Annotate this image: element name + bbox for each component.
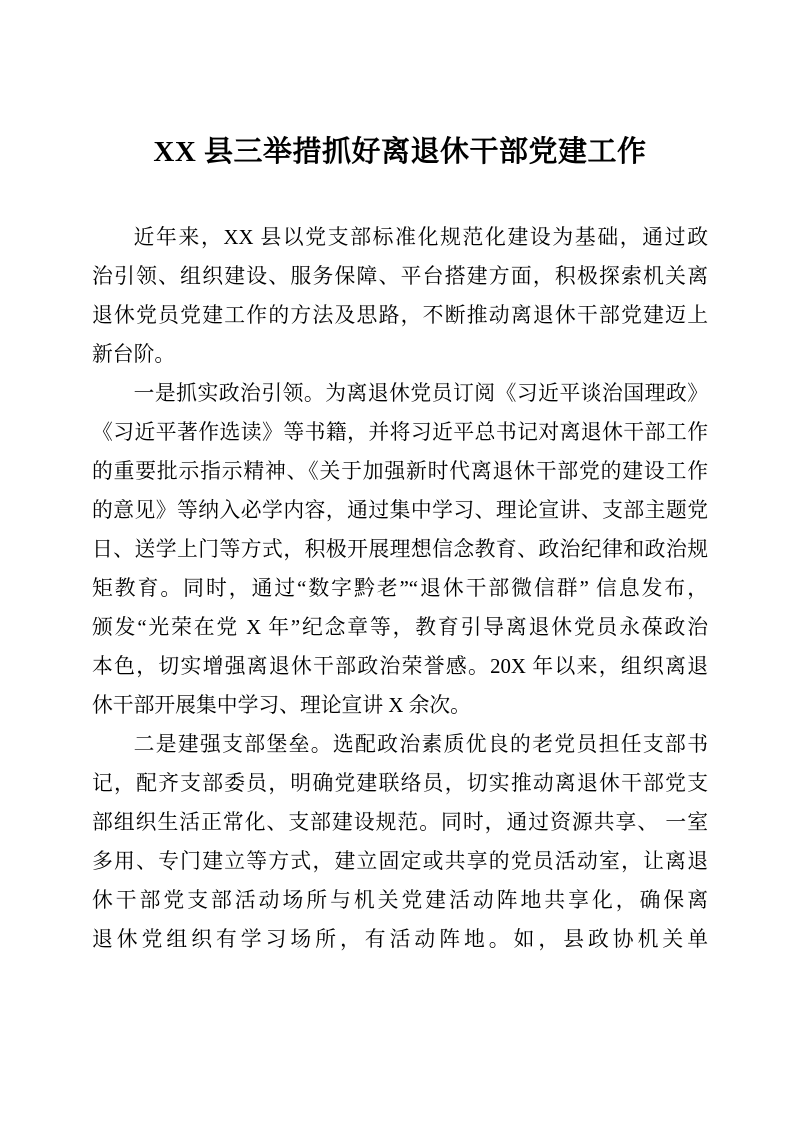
text-line: 矩教育。同时，通过“数字黔老”“退休干部微信群” 信息发布，	[92, 577, 708, 600]
document-title: XX 县三举措抓好离退休干部党建工作	[153, 136, 647, 168]
text-line: 近年来，XX 县以党支部标准化规范化建设为基础，通过政	[133, 226, 708, 249]
text-line: 《习近平著作选读》等书籍，并将习近平总书记对离退休干部工作	[92, 421, 708, 444]
text-line: 本色，切实增强离退休干部政治荣誉感。20X 年以来，组织离退	[92, 655, 708, 678]
text-line: 新台阶。	[92, 343, 176, 366]
text-line: 治引领、组织建设、服务保障、平台搭建方面，积极探索机关离	[92, 265, 708, 288]
text-line: 日、送学上门等方式，积极开展理想信念教育、政治纪律和政治规	[92, 538, 708, 561]
document-body	[92, 218, 708, 959]
text-line: 部组织生活正常化、支部建设规范。同时，通过资源共享、 一室	[92, 811, 708, 834]
text-line: 退休党组织有学习场所，有活动阵地。如，县政协机关单	[92, 928, 708, 951]
text-line: 多用、专门建立等方式，建立固定或共享的党员活动室，让离退	[92, 850, 708, 873]
text-line: 记，配齐支部委员，明确党建联络员，切实推动离退休干部党支	[92, 772, 708, 795]
paragraph-measure-one	[92, 374, 708, 725]
text-line: 一是抓实政治引领。为离退休党员订阅《习近平谈治国理政》	[133, 382, 708, 405]
paragraph-intro	[92, 218, 708, 374]
text-line: 颁发“光荣在党 X 年”纪念章等，教育引导离退休党员永葆政治	[92, 616, 708, 639]
paragraph-measure-two	[92, 725, 708, 959]
text-line: 的重要批示指示精神、《关于加强新时代离退休干部党的建设工作	[92, 460, 708, 483]
text-line: 休干部党支部活动场所与机关党建活动阵地共享化，确保离	[92, 889, 708, 912]
text-line: 二是建强支部堡垒。选配政治素质优良的老党员担任支部书	[133, 733, 708, 756]
text-line: 的意见》等纳入必学内容，通过集中学习、理论宣讲、支部主题党	[92, 499, 708, 522]
text-line: 退休党员党建工作的方法及思路，不断推动离退休干部党建迈上	[92, 304, 708, 327]
text-line: 休干部开展集中学习、理论宣讲 X 余次。	[92, 694, 471, 717]
